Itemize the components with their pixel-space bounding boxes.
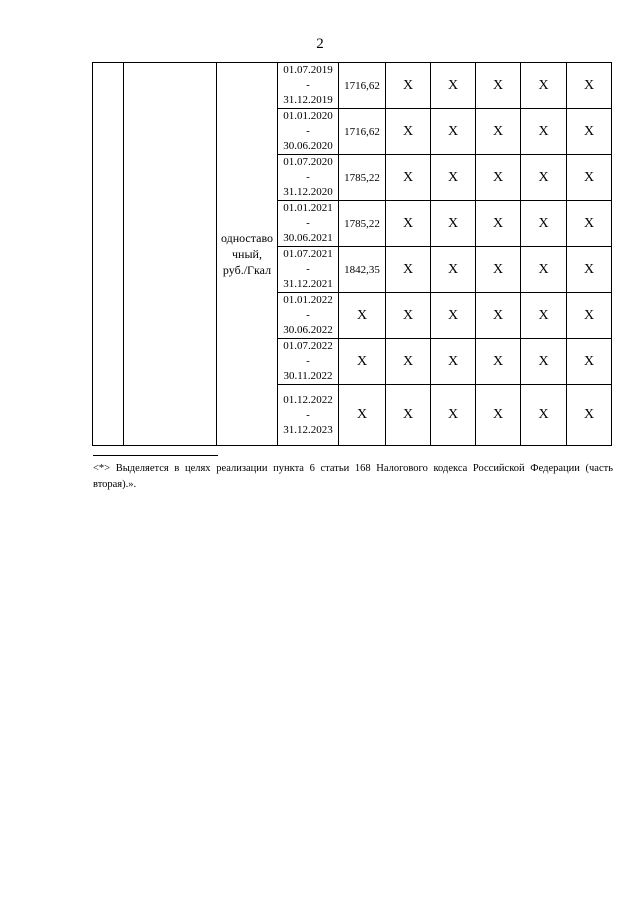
unit-label-line: чный, bbox=[232, 247, 262, 261]
footnote-divider bbox=[93, 455, 218, 456]
period-end-date: 30.06.2021 bbox=[283, 232, 333, 244]
not-applicable-cell: X bbox=[339, 339, 386, 385]
period-start-date: 01.12.2022 bbox=[283, 393, 333, 406]
unit-label-line: руб./Гкал bbox=[222, 263, 272, 277]
not-applicable-cell: X bbox=[521, 247, 567, 293]
not-applicable-cell: X bbox=[386, 63, 431, 109]
period-cell bbox=[278, 155, 339, 201]
period-dash: - bbox=[306, 355, 310, 367]
not-applicable-cell: X bbox=[567, 247, 612, 293]
tariff-value-cell: 1716,62 bbox=[339, 109, 386, 155]
empty-cell-name bbox=[124, 63, 217, 446]
not-applicable-cell: X bbox=[476, 293, 521, 339]
not-applicable-cell: X bbox=[476, 247, 521, 293]
not-applicable-cell: X bbox=[567, 155, 612, 201]
not-applicable-cell: X bbox=[567, 339, 612, 385]
not-applicable-cell: X bbox=[386, 339, 431, 385]
period-cell bbox=[278, 293, 339, 339]
period-start-date: 01.07.2020 bbox=[283, 156, 333, 168]
not-applicable-cell: X bbox=[431, 155, 476, 201]
period-cell bbox=[278, 385, 339, 446]
period-dash: - bbox=[306, 408, 310, 421]
not-applicable-cell: X bbox=[431, 247, 476, 293]
not-applicable-cell: X bbox=[386, 155, 431, 201]
period-start-date: 01.07.2021 bbox=[283, 248, 333, 260]
tariff-value-cell: 1716,62 bbox=[339, 63, 386, 109]
not-applicable-cell: X bbox=[431, 293, 476, 339]
not-applicable-cell: X bbox=[567, 63, 612, 109]
tariff-value-cell: 1785,22 bbox=[339, 201, 386, 247]
period-cell bbox=[278, 63, 339, 109]
not-applicable-cell: X bbox=[431, 339, 476, 385]
not-applicable-cell: X bbox=[386, 247, 431, 293]
not-applicable-cell: X bbox=[521, 109, 567, 155]
not-applicable-cell: X bbox=[521, 293, 567, 339]
tariff-table bbox=[92, 62, 612, 446]
empty-cell-index bbox=[93, 63, 124, 446]
not-applicable-cell: X bbox=[521, 63, 567, 109]
period-end-date: 31.12.2021 bbox=[283, 278, 333, 290]
period-dash: - bbox=[306, 309, 310, 321]
period-end-date: 30.11.2022 bbox=[283, 370, 333, 382]
not-applicable-cell: X bbox=[521, 201, 567, 247]
not-applicable-cell: X bbox=[521, 339, 567, 385]
not-applicable-cell: X bbox=[431, 109, 476, 155]
not-applicable-cell: X bbox=[476, 339, 521, 385]
not-applicable-cell: X bbox=[476, 201, 521, 247]
table-row bbox=[93, 63, 612, 109]
not-applicable-cell: X bbox=[476, 109, 521, 155]
period-end-date: 31.12.2023 bbox=[283, 423, 333, 436]
not-applicable-cell: X bbox=[339, 385, 386, 446]
period-dash: - bbox=[306, 125, 310, 137]
period-cell bbox=[278, 201, 339, 247]
not-applicable-cell: X bbox=[476, 63, 521, 109]
unit-cell bbox=[217, 63, 278, 446]
period-start-date: 01.01.2022 bbox=[283, 294, 333, 306]
not-applicable-cell: X bbox=[339, 293, 386, 339]
not-applicable-cell: X bbox=[431, 201, 476, 247]
period-cell bbox=[278, 109, 339, 155]
period-dash: - bbox=[306, 171, 310, 183]
period-end-date: 31.12.2020 bbox=[283, 186, 333, 198]
period-dash: - bbox=[306, 263, 310, 275]
period-dash: - bbox=[306, 79, 310, 91]
footnote-text: <*> Выделяется в целях реализации пункта 6 статьи 168 Налогового кодекса Российской Федерации (часть вторая).». bbox=[93, 463, 613, 490]
period-end-date: 30.06.2022 bbox=[283, 324, 333, 336]
period-end-date: 30.06.2020 bbox=[283, 140, 333, 152]
period-start-date: 01.07.2019 bbox=[283, 64, 333, 76]
not-applicable-cell: X bbox=[476, 385, 521, 446]
unit-label-line: одноставо bbox=[220, 231, 274, 245]
not-applicable-cell: X bbox=[567, 293, 612, 339]
not-applicable-cell: X bbox=[386, 385, 431, 446]
not-applicable-cell: X bbox=[567, 201, 612, 247]
period-dash: - bbox=[306, 217, 310, 229]
period-end-date: 31.12.2019 bbox=[283, 94, 333, 106]
period-start-date: 01.01.2021 bbox=[283, 202, 333, 214]
period-start-date: 01.01.2020 bbox=[283, 110, 333, 122]
table-body bbox=[93, 63, 612, 446]
page-number: 2 bbox=[316, 36, 324, 52]
not-applicable-cell: X bbox=[521, 385, 567, 446]
not-applicable-cell: X bbox=[386, 293, 431, 339]
period-start-date: 01.07.2022 bbox=[283, 340, 333, 352]
not-applicable-cell: X bbox=[431, 385, 476, 446]
not-applicable-cell: X bbox=[386, 109, 431, 155]
not-applicable-cell: X bbox=[431, 63, 476, 109]
not-applicable-cell: X bbox=[567, 385, 612, 446]
not-applicable-cell: X bbox=[521, 155, 567, 201]
tariff-value-cell: 1785,22 bbox=[339, 155, 386, 201]
period-cell bbox=[278, 247, 339, 293]
period-cell bbox=[278, 339, 339, 385]
not-applicable-cell: X bbox=[386, 201, 431, 247]
tariff-value-cell: 1842,35 bbox=[339, 247, 386, 293]
not-applicable-cell: X bbox=[567, 109, 612, 155]
not-applicable-cell: X bbox=[476, 155, 521, 201]
